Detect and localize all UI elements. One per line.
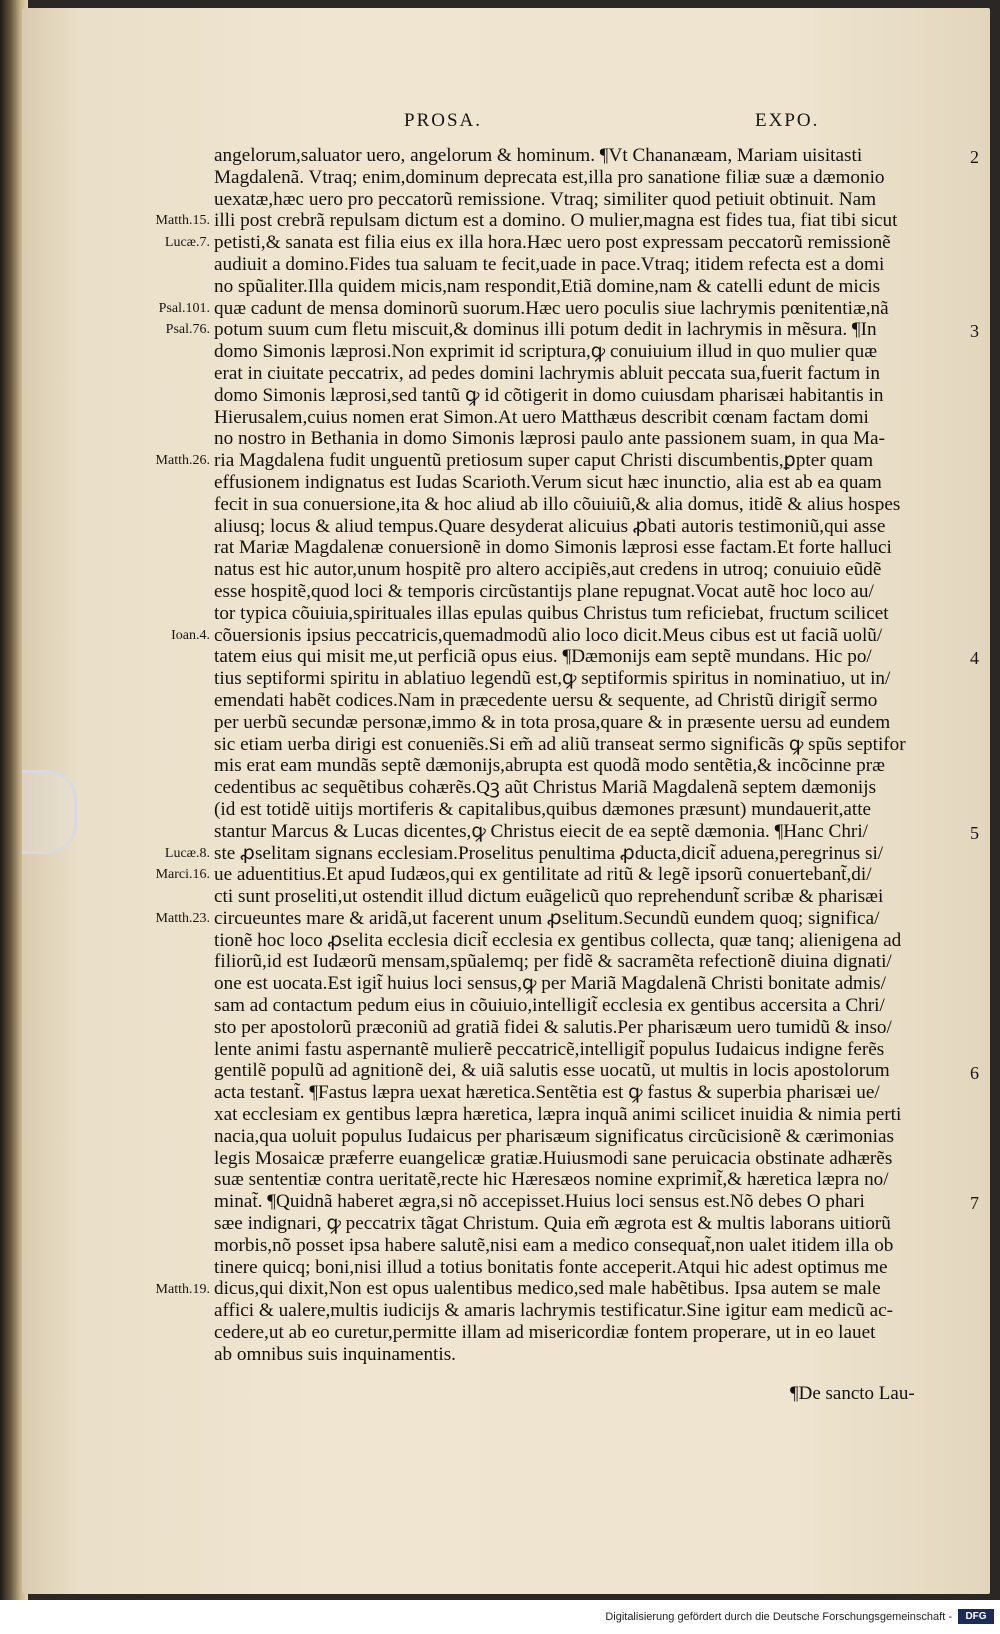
margin-reference: Psal.101. — [158, 300, 210, 316]
margin-reference: Matth.19. — [155, 1281, 210, 1297]
text-line: domo Simonis læprosi.Non exprimit id scriptura,ꝙ conuiuium illud in quo mulier quæ — [214, 341, 878, 363]
text-line: acta testant̃. ¶Fastus læpra uexat hæretica.Sentẽtia est ꝙ fastus & superbia pharisæi ue/ — [214, 1082, 880, 1104]
text-line: Hierusalem,cuius nomen erat Simon.At uero Matthæus describit cœnam factam domi — [214, 406, 869, 428]
text-line: fecit in sua conuersione,ita & hoc aliud ab illo cõuiuiũ,& alia domus, itidẽ & alius hospes — [214, 493, 901, 515]
text-line: sto per apostolorũ præconiũ ad gratiã fidei & salutis.Per pharisæum uero tumidũ & inso/ — [214, 1016, 892, 1038]
margin-reference: Matth.26. — [155, 453, 210, 469]
text-line: sic etiam uerba dirigi est conueniẽs.Si em̃ ad aliũ transeat sermo significãs ꝙ spũs septifor — [214, 733, 906, 755]
text-line: Magdalenã. Vtraq; enim,dominum deprecata est,illa pro sanatione filiæ suæ a dæmonio — [214, 166, 885, 188]
text-line: no nostro in Bethania in domo Simonis læprosi paulo ante passionem suam, in qua Ma- — [214, 428, 885, 450]
catchword: ¶De sancto Lau- — [790, 1383, 915, 1404]
dfg-logo: DFG — [958, 1609, 994, 1624]
margin-number: 7 — [970, 1193, 979, 1214]
text-line: illi post crebrã repulsam dictum est a domino. O mulier,magna est fides tua, fiat tibi sicut — [214, 210, 898, 232]
text-line: filiorũ,id est Iudæorũ mensam,spũalemq; per fidẽ & sacramẽta refectionẽ diuina dignati/ — [214, 951, 892, 973]
margin-number: 5 — [970, 822, 979, 843]
margin-reference: Marci.16. — [155, 867, 210, 883]
text-line: nacia,qua uoluit populus Iudaicus per pharisæum significatus circũcisionẽ & cærimonias — [214, 1125, 894, 1147]
text-line: ue aduentitius.Et apud Iudæos,qui ex gentilitate ad ritũ & legẽ ipsorũ conuertebant̃,di/ — [214, 864, 872, 886]
text-line: (id est totidẽ uitijs mortiferis & capitalibus,quibus dæmones præsunt) mundauerit,atte — [214, 798, 872, 820]
text-line: xat ecclesiam ex gentibus læpra hæretica, læpra inquã animi scilicet inuidia & nimia perti — [214, 1104, 902, 1126]
text-line: tinere quicq; boni,nisi illud a totius bonitatis fonte acceperit.Atqui hic adest optimus me — [214, 1256, 888, 1278]
footer-bar — [0, 1600, 1000, 1634]
text-line: tatem eius qui misit me,ut perficiã opus eius. ¶Dæmonijs eam septẽ mundans. Hic po/ — [214, 646, 872, 668]
text-line: affici & ualere,multis iudicijs & amaris lachrymis testificatur.Sine igitur eam medicũ ac- — [214, 1300, 894, 1322]
text-line: aliusq; locus & aliud tempus.Quare desyderat alicuius ꝓbati autoris testimoniũ,qui asse — [214, 515, 886, 537]
margin-reference: Lucæ.8. — [164, 845, 210, 861]
text-line: ste ꝓselitam signans ecclesiam.Proselitus penultima ꝓducta,dicit̃ aduena,peregrinus si/ — [214, 842, 884, 864]
text-line: uexatæ,hæc uero pro peccatorũ remissione. Vtraq; similiter quod petiuit obtinuit. Nam — [214, 188, 877, 210]
margin-reference: Psal.76. — [165, 322, 210, 338]
margin-number: 2 — [970, 147, 979, 167]
body-text — [214, 145, 954, 1366]
text-line: angelorum,saluator uero, angelorum & hominum. ¶Vt Chananæam, Mariam uisitasti — [214, 145, 863, 166]
running-head-left: PROSA. — [404, 110, 482, 131]
text-line: dicus,qui dixit,Non est opus ualentibus medico,sed male habẽtibus. Ipsa autem se male — [214, 1278, 881, 1300]
text-line: domo Simonis læprosi,sed tantũ ꝙ id cõtigerit in domo cuiusdam pharisæi habitantis in — [214, 384, 884, 406]
text-line: legis Mosaicæ præferre euangelicæ gratiæ.Huiusmodi sane peruicacia obstinate adhærẽs — [214, 1147, 893, 1169]
text-line: natus est hic autor,unum hospitẽ pro altero accipiẽs,aut credens in utroq; conuiuio eũdẽ — [214, 559, 882, 581]
text-line: ab omnibus suis inquinamentis. — [214, 1343, 456, 1365]
margin-reference: Lucæ.7. — [164, 235, 210, 251]
text-line: tius septiformi spiritu in ablatiuo legendũ est,ꝙ septiformis spiritus in nominatiuo, ut in/ — [214, 668, 891, 690]
text-line: emendati habẽt codices.Nam in præcedente uersu & sequente, ad Christũ dirigit̃ sermo — [214, 689, 878, 711]
text-line: sam ad contactum pedum eius in cõuiuio,intelligit̃ ecclesia ex gentibus accersita a Chri/ — [214, 995, 885, 1017]
text-line: tionẽ hoc loco ꝓselita ecclesia dicit̃ ecclesia ex gentibus collecta, quæ tanq; alienigena ad — [214, 929, 902, 951]
margin-number: 6 — [970, 1062, 979, 1083]
text-line: stantur Marcus & Lucas dicentes,ꝙ Christus eiecit de ea septẽ dæmonia. ¶Hanc Chri/ — [214, 820, 868, 842]
margin-number: 3 — [970, 321, 979, 342]
text-line: cedere,ut ab eo curetur,permitte illam ad misericordiæ fontem properare, ut in eo lauet — [214, 1322, 876, 1344]
text-line: quæ cadunt de mensa dominorũ suorum.Hæc uero poculis siue lachrymis pœnitentiæ,nã — [214, 297, 889, 319]
text-line: ria Magdalena fudit unguentũ pretiosum super caput Christi discumbentis,ꝑpter quam — [214, 450, 874, 472]
margin-reference: Matth.23. — [155, 911, 210, 926]
text-line: one est uocata.Est igit̃ huius loci sensus,ꝙ per Mariã Magdalenã Christi bonitate admis/ — [214, 973, 886, 995]
funding-credit: Digitalisierung gefördert durch die Deutsche Forschungsgemeinschaft - — [605, 1611, 952, 1623]
text-line: lente animi fastu aspernantẽ mulierẽ peccatricẽ,intelligit̃ populus Iudaicus indigne ferẽs — [214, 1038, 885, 1060]
text-line: sæe indignari, ꝙ peccatrix tãgat Christum. Quia em̃ ægrota est & multis laborans uitiorũ — [214, 1213, 891, 1235]
text-line: effusionem indignatus est Iudas Scarioth.Verum sicut hæc inunctio, alia est ab ea quam — [214, 471, 882, 493]
margin-number: 4 — [970, 648, 979, 669]
text-line: petisti,& sanata est filia eius ex illa hora.Hæc uero post expressam peccatorũ remissionẽ — [214, 232, 891, 254]
running-head-right: EXPO. — [755, 110, 820, 131]
text-line: minat̃. ¶Quidnã haberet ægra,si nõ accepisset.Huius loci sensus est.Nõ debes O phari — [214, 1191, 865, 1213]
text-line: rat Mariæ Magdalenæ conuersionẽ in domo Simonis læprosi esse factam.Et forte halluci — [214, 537, 892, 559]
text-line: esse hospitẽ,quod loci & temporis circũstantijs plane repugnat.Vocat autẽ hoc loco au/ — [214, 580, 874, 602]
text-line: circueuntes mare & aridã,ut facerent unum ꝓselitum.Secundũ eundem quoq; significa/ — [214, 907, 880, 929]
text-line: mis erat eam mundãs septẽ dæmonijs,abrupta est quodã modo sentẽtia,& incõcinne præ — [214, 755, 885, 777]
margin-reference: Ioan.4. — [171, 627, 210, 643]
text-line: tor typica cõuiuia,spirituales illas epulas quibus Christus tum reficiebat, fructum scilicet — [214, 602, 889, 624]
text-line: potum suum cum fletu miscuit,& dominus illi potum dedit in lachrymis in mẽsura. ¶In — [214, 319, 877, 341]
text-line: cti sunt proseliti,ut ostendit illud dictum euãgelicũ quo reprehendunt̃ scribæ & pharisæi — [214, 886, 884, 908]
text-line: erat in ciuitate peccatrix, ad pedes domini lachrymis abluit peccata sua,fuerit factum in — [214, 362, 880, 384]
text-line: gentilẽ populũ ad agnitionẽ dei, & uiã salutis esse uocatũ, ut multis in locis apostolorum — [214, 1060, 890, 1082]
text-line: morbis,nõ posset ipsa habere salutẽ,nisi eam a medico consequat̃,non ualet itidem illa ob — [214, 1234, 894, 1256]
text-line: audiuit a domino.Fides tua saluam te fecit,uade in pace.Vtraq; itidem refecta est a domi — [214, 253, 885, 275]
margin-reference: Matth.15. — [155, 213, 210, 229]
text-line: no spũaliter.Illa quidem micis,nam respondit,Etiã domine,nam & catelli edunt de micis — [214, 275, 881, 297]
text-line: cõuersionis ipsius peccatricis,quemadmodũ alio loco dicit.Meus cibus est ut faciã uolũ/ — [214, 624, 883, 646]
text-line: cedentibus ac sequẽtibus cohærẽs.Qꝫ aũt Christus Mariã Magdalenã septem dæmonijs — [214, 777, 877, 799]
text-line: per uerbũ secundæ personæ,immo & in tota prosa,quare & in præsente uersu ad eundem — [214, 711, 891, 733]
paper-clip — [22, 770, 77, 854]
text-line: suæ sententiæ contra ueritatẽ,recte hic Hæresæos nomine exprimit̃,& hæretica læpra no/ — [214, 1169, 889, 1191]
